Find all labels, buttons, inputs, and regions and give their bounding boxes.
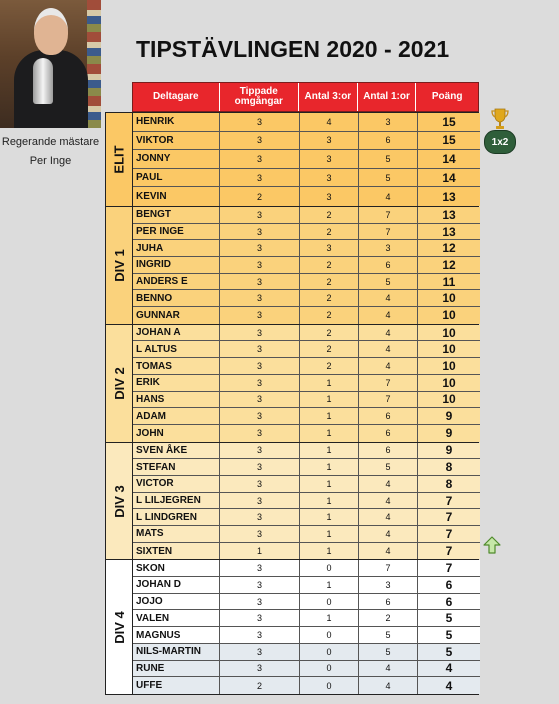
participant-name: L LILJEGREN	[133, 493, 220, 509]
table-row	[133, 476, 480, 493]
tippade-cell: 3	[220, 358, 300, 374]
participant-name: TOMAS	[133, 358, 220, 374]
champion-photo	[0, 0, 101, 128]
table-row	[133, 307, 480, 324]
table-row	[133, 240, 480, 257]
tippade-cell: 3	[220, 290, 300, 306]
antal3-cell: 3	[300, 150, 359, 168]
points-cell: 7	[445, 510, 453, 525]
tippade-cell: 3	[220, 661, 300, 677]
antal3-cell: 1	[300, 392, 359, 408]
division-label	[106, 113, 133, 206]
tippade-cell: 3	[220, 325, 300, 341]
participant-name: JOHAN D	[133, 577, 220, 593]
table-row	[133, 132, 480, 151]
tippade-cell: 3	[220, 375, 300, 391]
antal1-cell: 4	[359, 307, 418, 324]
points-cell: 14	[442, 151, 456, 166]
antal3-cell: 1	[300, 543, 359, 560]
tippade-cell: 3	[220, 509, 300, 525]
participant-name: NILS-MARTIN	[133, 644, 220, 660]
points-cell: 8	[445, 476, 453, 491]
participant-name: BENGT	[133, 207, 220, 223]
antal3-cell: 1	[300, 476, 359, 492]
column-header-deltagare: Deltagare	[133, 83, 220, 111]
participant-name: SIXTEN	[133, 543, 220, 560]
participant-name: BENNO	[133, 290, 220, 306]
tippade-cell: 3	[220, 207, 300, 223]
antal3-cell: 0	[300, 627, 359, 643]
table-row	[133, 627, 480, 644]
participant-name: SVEN ÅKE	[133, 443, 220, 459]
table-row	[133, 375, 480, 392]
1x2-badge-icon: 1x2	[484, 130, 516, 154]
division-2	[105, 325, 479, 443]
division-label	[106, 443, 133, 560]
antal3-cell: 2	[300, 207, 359, 223]
tippade-cell: 3	[220, 610, 300, 626]
participant-name: GUNNAR	[133, 307, 220, 324]
division-label-text: ELIT	[111, 145, 127, 174]
tippade-cell: 3	[220, 443, 300, 459]
antal3-cell: 0	[300, 677, 359, 694]
tippade-cell: 3	[220, 150, 300, 168]
participant-name: HANS	[133, 392, 220, 408]
column-header-antal3: Antal 3:or	[299, 83, 358, 111]
antal3-cell: 3	[300, 169, 359, 187]
antal3-cell: 2	[300, 290, 359, 306]
antal3-cell: 4	[300, 113, 359, 131]
antal3-cell: 2	[300, 341, 359, 357]
participant-name: SKON	[133, 560, 220, 576]
antal1-cell: 5	[359, 627, 418, 643]
points-cell: 4	[445, 678, 453, 693]
antal3-cell: 3	[300, 187, 359, 206]
participant-name: STEFAN	[133, 459, 220, 475]
division-label	[106, 325, 133, 442]
antal3-cell: 2	[300, 358, 359, 374]
table-row	[133, 560, 480, 577]
antal1-cell: 4	[359, 476, 418, 492]
antal1-cell: 2	[359, 610, 418, 626]
participant-name: MAGNUS	[133, 627, 220, 643]
antal1-cell: 3	[359, 240, 418, 256]
participant-name: PAUL	[133, 169, 220, 187]
tippade-cell: 2	[220, 677, 300, 694]
antal1-cell: 7	[359, 560, 418, 576]
points-cell: 10	[442, 291, 456, 306]
points-cell: 10	[442, 325, 456, 340]
table-row	[133, 290, 480, 307]
table-row	[133, 207, 480, 224]
table-row	[133, 257, 480, 274]
trophy-cup-in-photo	[33, 58, 53, 104]
tippade-cell: 2	[220, 187, 300, 206]
points-cell: 8	[445, 460, 453, 475]
antal1-cell: 4	[359, 358, 418, 374]
antal3-cell: 1	[300, 408, 359, 424]
points-cell: 10	[442, 308, 456, 323]
antal3-cell: 0	[300, 644, 359, 660]
antal1-cell: 7	[359, 375, 418, 391]
table-row	[133, 677, 480, 694]
table-row	[133, 526, 480, 543]
antal3-cell: 1	[300, 375, 359, 391]
divisions-container	[105, 112, 479, 695]
points-cell: 13	[442, 224, 456, 239]
column-header-tippade: Tippade omgångar	[220, 83, 300, 111]
antal1-cell: 6	[359, 132, 418, 150]
tippade-cell: 3	[220, 169, 300, 187]
points-cell: 7	[445, 561, 453, 576]
antal1-cell: 6	[359, 594, 418, 610]
antal1-cell: 4	[359, 509, 418, 525]
tippade-cell: 3	[220, 113, 300, 131]
points-cell: 10	[442, 392, 456, 407]
points-cell: 6	[445, 594, 453, 609]
antal1-cell: 4	[359, 290, 418, 306]
table-row	[133, 577, 480, 594]
tippade-cell: 3	[220, 425, 300, 442]
tippade-cell: 3	[220, 274, 300, 290]
antal3-cell: 1	[300, 443, 359, 459]
division-label	[106, 207, 133, 324]
points-cell: 7	[445, 526, 453, 541]
division-rows	[133, 560, 480, 694]
points-cell: 14	[442, 170, 456, 185]
tippade-cell: 3	[220, 240, 300, 256]
tippade-cell: 1	[220, 543, 300, 560]
points-cell: 5	[445, 611, 453, 626]
participant-name: VIKTOR	[133, 132, 220, 150]
division-label	[106, 560, 133, 694]
table-row	[133, 224, 480, 241]
participant-name: L LINDGREN	[133, 509, 220, 525]
points-cell: 5	[445, 628, 453, 642]
table-row	[133, 509, 480, 526]
antal1-cell: 5	[359, 150, 418, 168]
tippade-cell: 3	[220, 627, 300, 643]
participant-name: ADAM	[133, 408, 220, 424]
champion-caption-name: Per Inge	[29, 155, 72, 167]
points-cell: 15	[442, 133, 456, 148]
points-cell: 13	[442, 207, 456, 222]
antal3-cell: 1	[300, 526, 359, 542]
points-cell: 9	[445, 443, 453, 458]
tippade-cell: 3	[220, 307, 300, 324]
antal1-cell: 4	[359, 325, 418, 341]
points-cell: 4	[445, 661, 453, 676]
tippade-cell: 3	[220, 459, 300, 475]
division-4	[105, 560, 479, 695]
table-row	[133, 443, 480, 460]
division-0	[105, 112, 479, 207]
participant-name: JUHA	[133, 240, 220, 256]
antal3-cell: 1	[300, 459, 359, 475]
points-cell: 12	[442, 257, 456, 272]
participant-name: HENRIK	[133, 113, 220, 131]
points-cell: 9	[445, 426, 453, 441]
participant-name: KEVIN	[133, 187, 220, 206]
points-cell: 5	[445, 644, 453, 659]
participant-name: JOJO	[133, 594, 220, 610]
table-row	[133, 644, 480, 661]
table-row	[133, 341, 480, 358]
table-row	[133, 543, 480, 560]
antal1-cell: 7	[359, 224, 418, 240]
table-row	[133, 610, 480, 627]
antal3-cell: 2	[300, 307, 359, 324]
participant-name: L ALTUS	[133, 341, 220, 357]
participant-name: INGRID	[133, 257, 220, 273]
participant-name: UFFE	[133, 677, 220, 694]
participant-name: PER INGE	[133, 224, 220, 240]
tippade-cell: 3	[220, 392, 300, 408]
division-1	[105, 207, 479, 325]
trophy-icon	[491, 108, 509, 130]
antal3-cell: 0	[300, 661, 359, 677]
participant-name: VICTOR	[133, 476, 220, 492]
tippade-cell: 3	[220, 408, 300, 424]
table-row	[133, 150, 480, 169]
antal3-cell: 2	[300, 257, 359, 273]
table-row	[133, 358, 480, 375]
table-row	[133, 408, 480, 425]
antal1-cell: 6	[359, 408, 418, 424]
antal3-cell: 3	[300, 240, 359, 256]
participant-name: VALEN	[133, 610, 220, 626]
up-arrow-icon	[483, 536, 501, 554]
antal3-cell: 0	[300, 560, 359, 576]
antal1-cell: 5	[359, 169, 418, 187]
participant-name: JONNY	[133, 150, 220, 168]
participant-name: JOHAN A	[133, 325, 220, 341]
table-row	[133, 113, 480, 132]
table-row	[133, 661, 480, 678]
points-cell: 7	[445, 493, 453, 508]
column-header-antal1: Antal 1:or	[358, 83, 417, 111]
tippade-cell: 3	[220, 577, 300, 593]
points-cell: 13	[442, 189, 456, 204]
antal1-cell: 4	[359, 493, 418, 509]
tippade-cell: 3	[220, 644, 300, 660]
tippade-cell: 3	[220, 476, 300, 492]
antal1-cell: 6	[359, 425, 418, 442]
antal3-cell: 2	[300, 325, 359, 341]
points-cell: 6	[445, 577, 453, 592]
division-label-text: DIV 2	[111, 366, 127, 400]
tippade-cell: 3	[220, 594, 300, 610]
table-row	[133, 425, 480, 442]
tippade-cell: 3	[220, 493, 300, 509]
antal1-cell: 5	[359, 274, 418, 290]
antal3-cell: 1	[300, 493, 359, 509]
division-rows	[133, 443, 480, 560]
points-cell: 9	[445, 409, 453, 424]
points-cell: 10	[442, 342, 456, 357]
antal1-cell: 4	[359, 661, 418, 677]
page-title: TIPSTÄVLINGEN 2020 - 2021	[136, 36, 450, 62]
points-cell: 10	[442, 375, 456, 390]
tippade-cell: 3	[220, 526, 300, 542]
table-row	[133, 459, 480, 476]
points-cell: 12	[442, 241, 456, 256]
antal1-cell: 4	[359, 187, 418, 206]
antal1-cell: 7	[359, 392, 418, 408]
participant-name: MATS	[133, 526, 220, 542]
antal3-cell: 1	[300, 425, 359, 442]
participant-name: RUNE	[133, 661, 220, 677]
antal3-cell: 2	[300, 224, 359, 240]
division-rows	[133, 325, 480, 442]
antal1-cell: 5	[359, 459, 418, 475]
participant-name: JOHN	[133, 425, 220, 442]
tippade-cell: 3	[220, 224, 300, 240]
division-3	[105, 443, 479, 561]
antal1-cell: 4	[359, 543, 418, 560]
antal1-cell: 6	[359, 257, 418, 273]
antal1-cell: 3	[359, 577, 418, 593]
table-row	[133, 274, 480, 291]
standings-table	[105, 82, 479, 695]
points-cell: 10	[442, 359, 456, 373]
antal3-cell: 0	[300, 594, 359, 610]
champion-caption-title: Regerande mästare	[1, 136, 100, 148]
division-label-text: DIV 3	[111, 484, 127, 518]
table-row	[133, 169, 480, 188]
antal1-cell: 4	[359, 526, 418, 542]
points-cell: 7	[445, 544, 453, 559]
champion-head	[34, 8, 68, 55]
participant-name: ERIK	[133, 375, 220, 391]
antal1-cell: 4	[359, 677, 418, 694]
points-cell: 15	[442, 114, 456, 129]
antal1-cell: 5	[359, 644, 418, 660]
division-label-text: DIV 4	[111, 610, 127, 644]
division-label-text: DIV 1	[111, 249, 127, 282]
antal3-cell: 2	[300, 274, 359, 290]
tippade-cell: 3	[220, 560, 300, 576]
table-row	[133, 594, 480, 611]
antal3-cell: 1	[300, 509, 359, 525]
antal1-cell: 7	[359, 207, 418, 223]
antal1-cell: 6	[359, 443, 418, 459]
tippade-cell: 3	[220, 341, 300, 357]
column-header-poang: Poäng	[431, 91, 463, 102]
antal3-cell: 1	[300, 610, 359, 626]
participant-name: ANDERS E	[133, 274, 220, 290]
antal3-cell: 3	[300, 132, 359, 150]
antal1-cell: 3	[359, 113, 418, 131]
points-cell: 11	[442, 274, 456, 289]
tippade-cell: 3	[220, 257, 300, 273]
table-row	[133, 493, 480, 510]
table-header	[132, 82, 479, 112]
table-row	[133, 392, 480, 409]
tippade-cell: 3	[220, 132, 300, 150]
table-row	[133, 187, 480, 206]
table-row	[133, 325, 480, 342]
bookshelf-decoration	[87, 0, 101, 128]
antal1-cell: 4	[359, 341, 418, 357]
division-rows	[133, 113, 480, 206]
antal3-cell: 1	[300, 577, 359, 593]
division-rows	[133, 207, 480, 324]
